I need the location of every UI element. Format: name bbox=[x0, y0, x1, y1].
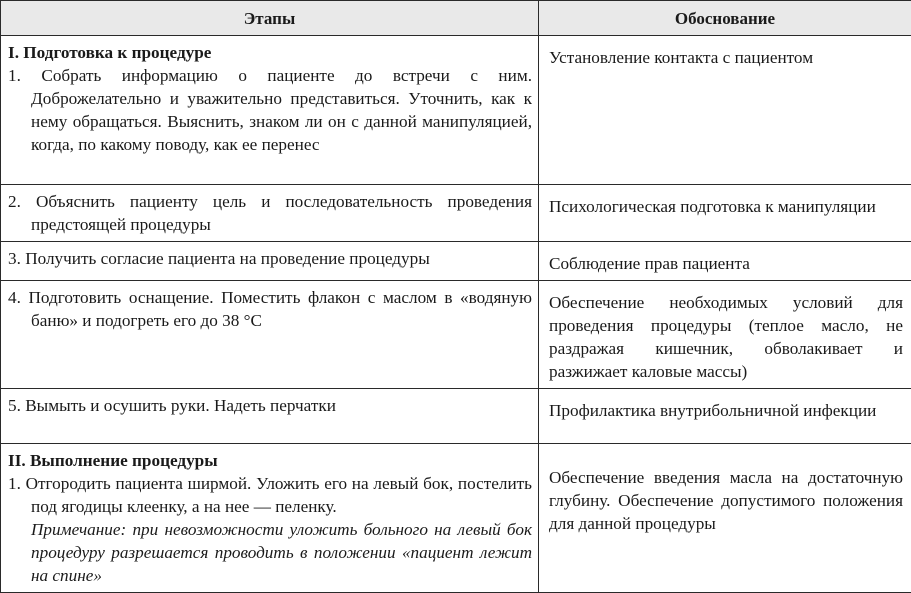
rationale-cell bbox=[539, 242, 911, 281]
rationale-text: Профилактика внутрибольничной инфекции bbox=[539, 389, 911, 427]
step-text: 4. Подготовить оснащение. Поместить флакон с маслом в «водяную баню» и подогреть его до 38 °С bbox=[8, 286, 532, 332]
table-row bbox=[1, 242, 911, 281]
rationale-cell bbox=[539, 185, 911, 242]
step-text: 2. Объяснить пациенту цель и последовательность проведения предстоящей процедуры bbox=[8, 190, 532, 236]
stage-cell bbox=[1, 36, 539, 185]
rationale-text: Психологическая подготовка к манипуляции bbox=[539, 185, 911, 223]
step-text: 3. Получить согласие пациента на проведение процедуры bbox=[8, 247, 532, 270]
table-row bbox=[1, 389, 911, 444]
note-label: Примечание bbox=[31, 520, 121, 539]
note-body: : при невозможности уложить больного на левый бок процедуру разрешается проводить в положении «пациент лежит на спине» bbox=[31, 520, 532, 585]
step-text: 1. Собрать информацию о пациенте до встречи с ним. Доброжелательно и уважительно представиться. Уточнить, как к нему обращаться. Выяснить, знаком ли он с данной манипуляцией, когда, по какому поводу, как ее перенес bbox=[8, 64, 532, 156]
rationale-text: Обеспечение введения масла на достаточную глубину. Обеспечение допустимого положения для данной процедуры bbox=[539, 444, 911, 540]
rationale-cell bbox=[539, 389, 911, 444]
stage-cell bbox=[1, 281, 539, 389]
step-text: 5. Вымыть и осушить руки. Надеть перчатки bbox=[8, 394, 532, 417]
header-stages: Этапы bbox=[1, 1, 539, 36]
stage-cell bbox=[1, 242, 539, 281]
rationale-text: Обеспечение необходимых условий для проведения процедуры (теплое масло, не раздражая кишечник, обволакивает и разжижает каловые массы) bbox=[539, 281, 911, 388]
stage-cell bbox=[1, 444, 539, 593]
section-title-preparation: I. Подготовка к процедуре bbox=[8, 41, 532, 64]
table-row bbox=[1, 36, 911, 185]
rationale-cell bbox=[539, 36, 911, 185]
table-row bbox=[1, 444, 911, 593]
rationale-cell bbox=[539, 281, 911, 389]
stage-cell bbox=[1, 185, 539, 242]
note-text bbox=[8, 518, 532, 587]
table-header-row bbox=[1, 1, 911, 36]
section-title-execution: II. Выполнение процедуры bbox=[8, 449, 532, 472]
rationale-cell bbox=[539, 444, 911, 593]
rationale-text: Соблюдение прав пациента bbox=[539, 242, 911, 280]
rationale-text: Установление контакта с пациентом bbox=[539, 36, 911, 74]
header-rationale: Обоснование bbox=[539, 1, 911, 36]
step-text: 1. Отгородить пациента ширмой. Уложить его на левый бок, постелить под ягодицы клеенку, а на нее — пеленку. bbox=[8, 472, 532, 518]
table-row bbox=[1, 185, 911, 242]
stage-cell bbox=[1, 389, 539, 444]
table-row bbox=[1, 281, 911, 389]
